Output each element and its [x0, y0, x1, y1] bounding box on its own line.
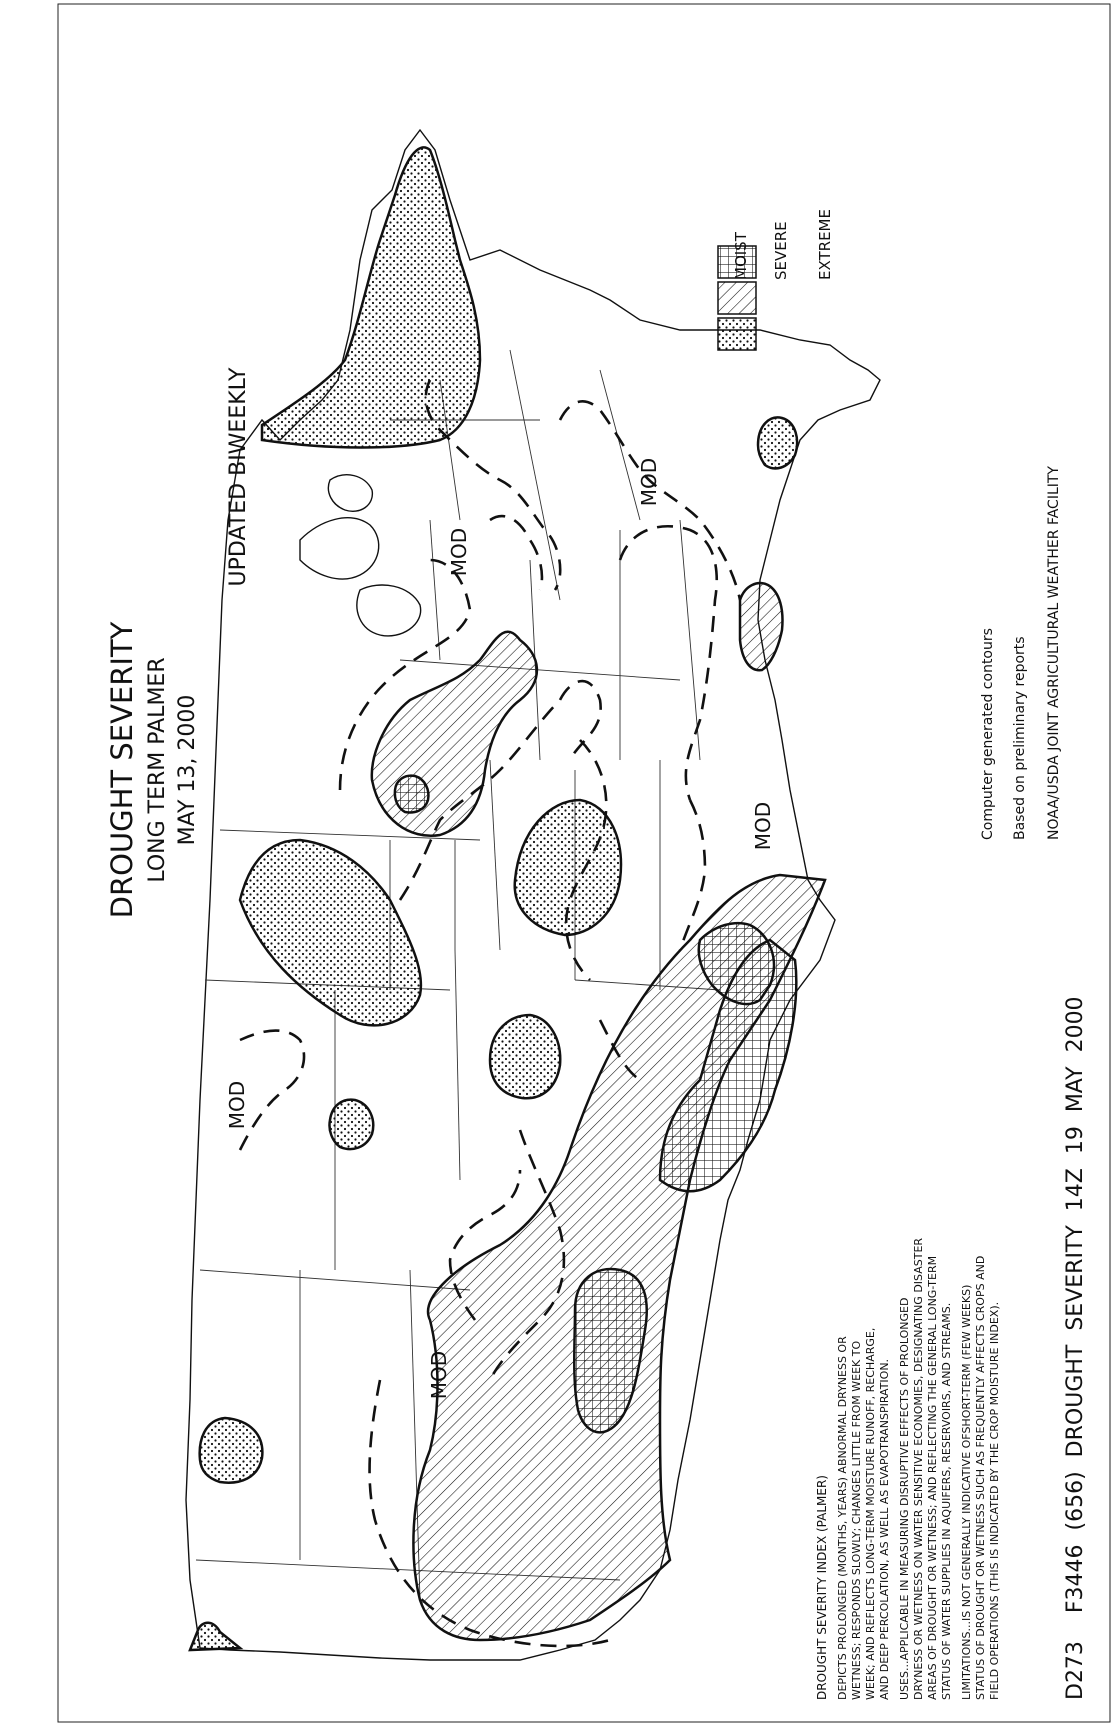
credits [980, 466, 1062, 840]
mod-label-virginia: MOD [637, 457, 661, 507]
legend-swatch-moist [718, 318, 756, 350]
credits-line-3: NOAA/USDA JOINT AGRICULTURAL WEATHER FACILITY [1046, 466, 1062, 840]
map-title: DROUGHT SEVERITY [105, 621, 139, 919]
title-block [105, 621, 200, 918]
uses-line-4: STATUS OF WATER SUPPLIES IN AQUIFERS, RESERVOIRS, AND STREAMS. [940, 1302, 953, 1700]
extreme-zone-iowa [395, 776, 429, 813]
mod-label-texas: MOD [751, 801, 775, 851]
mod-label-idaho: MOD [427, 1350, 451, 1400]
legend-label-severe: SEVERE [772, 221, 790, 280]
limitations-line-3: FIELD OPERATIONS (THIS IS INDICATED BY THE CROP MOISTURE INDEX). [988, 1301, 1001, 1700]
moist-zone-florida [758, 417, 797, 468]
depicts-line-2: WETNESS; RESPONDS SLOWLY; CHANGES LITTLE FROM WEEK TO [850, 1340, 863, 1700]
uses-line-2: DRYNESS OR WETNESS ON WATER SENSITIVE ECONOMIES, DESIGNATING DISASTER [912, 1237, 925, 1700]
legend [718, 209, 834, 350]
mod-label-montana: MOD [225, 1080, 249, 1130]
severe-zone-georgia [740, 583, 782, 670]
moist-zone-wyoming [329, 1100, 373, 1149]
moist-zone-montana [200, 1418, 263, 1483]
moist-zone-north-plains [240, 840, 421, 1025]
credits-line-2: Based on preliminary reports [1012, 636, 1028, 840]
product-footer: D273 F3446 (656) DROUGHT SEVERITY 14Z 19 MAY 2000 [1063, 996, 1088, 1700]
index-heading: DROUGHT SEVERITY INDEX (PALMER) [815, 1475, 829, 1700]
map-subtitle: LONG TERM PALMER [145, 657, 170, 883]
moist-zone-colorado [490, 1015, 560, 1098]
depicts-line-3: WEEK; AND REFLECTS LONG-TERM MOISTURE RUNOFF, RECHARGE, [864, 1327, 877, 1700]
depicts-line-4: AND DEEP PERCOLATION, AS WELL AS EVAPOTRANSPIRATION. [878, 1358, 891, 1700]
update-note: UPDATED BIWEEKLY [226, 367, 251, 587]
index-description [815, 1238, 1001, 1700]
legend-swatch-severe [718, 282, 756, 314]
legend-label-extreme: EXTREME [816, 209, 834, 280]
legend-label-moist: MOIST [732, 232, 750, 280]
limitations-line-1: LIMITATIONS...IS NOT GENERALLY INDICATIVE OFSHORT-TERM (FEW WEEKS) [960, 1284, 973, 1700]
map-date: MAY 13, 2000 [175, 694, 200, 846]
uses-line-1: USES...APPLICABLE IN MEASURING DISRUPTIVE EFFECTS OF PROLONGED [898, 1297, 911, 1700]
uses-line-3: AREAS OF DROUGHT OR WETNESS; AND REFLECTING THE GENERAL LONG-TERM [926, 1255, 939, 1700]
depicts-line-1: DEPICTS PROLONGED (MONTHS, YEARS) ABNORMAL DRYNESS OR [836, 1336, 849, 1700]
mod-label-wisconsin: MOD [447, 527, 471, 577]
credits-line-1: Computer generated contours [980, 628, 996, 840]
limitations-line-2: STATUS OF DROUGHT OR WETNESS SUCH AS FREQUENTLY AFFECTS CROPS AND [974, 1255, 987, 1700]
